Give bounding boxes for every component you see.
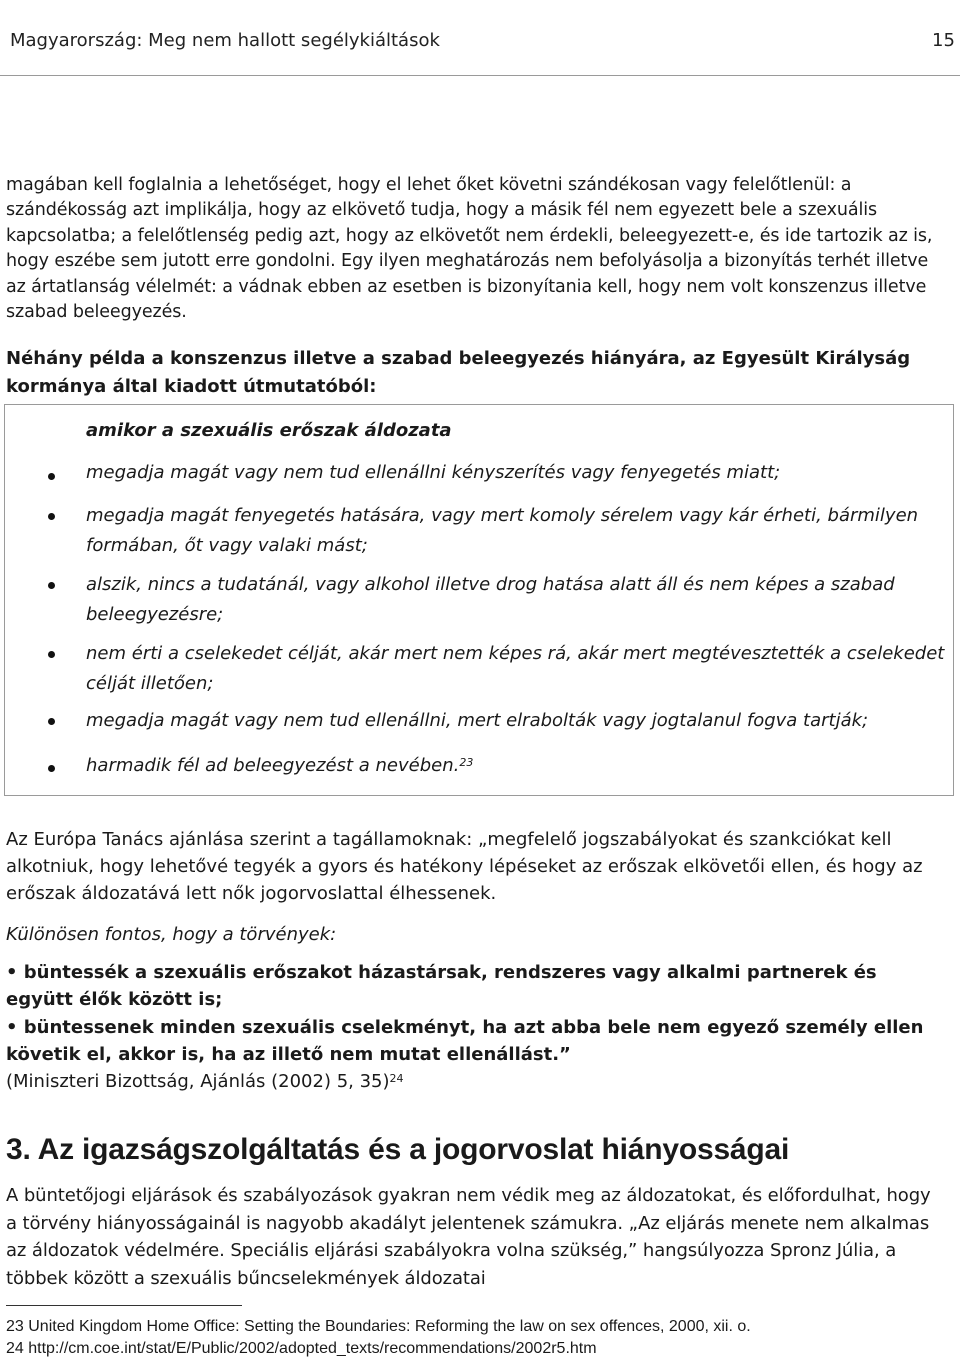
list-item: megadja magát fenyegetés hatására, vagy mert komoly sérelem vagy kár érheti, bármilyen formában, őt vagy valaki mást; [86, 505, 919, 556]
bullet-icon [48, 765, 55, 772]
council-bullet: • büntessék a szexuális erőszakot házastársak, rendszeres vagy alkalmi partnerek és együtt élők között is; [6, 962, 877, 1010]
bullet-icon [48, 582, 55, 589]
list-item: megadja magát vagy nem tud ellenállni, mert elrabolták vagy jogtalanul fogva tartják; [86, 710, 869, 731]
list-item [86, 751, 946, 781]
council-source [6, 1068, 946, 1095]
footnote: 23 United Kingdom Home Office: Setting the Boundaries: Reforming the law on sex offences, 2000, xii. o. [6, 1318, 751, 1335]
list-item-text: harmadik fél ad beleegyezést a nevében. [86, 755, 460, 776]
section-heading: 3. Az igazságszolgáltatás és a jogorvoslat hiányosságai [6, 1133, 790, 1166]
list-item: megadja magát vagy nem tud ellenállni kényszerítés vagy fenyegetés miatt; [86, 462, 781, 483]
page-number: 15 [932, 30, 955, 51]
header-divider [0, 75, 960, 76]
footnote: 24 http://cm.coe.int/stat/E/Public/2002/adopted_texts/recommendations/2002r5.htm [6, 1340, 597, 1357]
important-label: Különösen fontos, hogy a törvények: [6, 924, 337, 945]
running-header [10, 30, 960, 51]
examples-heading: Néhány példa a konszenzus illetve a szabad beleegyezés hiányára, az Egyesült Királyság kormánya által kiadott útmutatóból: [6, 348, 911, 397]
bullet-icon [48, 651, 55, 658]
bullet-icon [48, 473, 55, 480]
footnote-divider [6, 1305, 242, 1306]
council-bullet: • büntessenek minden szexuális cselekményt, ha azt abba bele nem egyező személy ellen követik el, akkor is, ha az illető nem mutat ellenállást.” [6, 1017, 924, 1065]
council-paragraph: Az Európa Tanács ajánlása szerint a tagállamoknak: „megfelelő jogszabályokat és szankciókat kell alkotniuk, hogy lehetővé tegyék a gyors és hatékony lépéseket az erőszak elkövetői ellen, és hogy az erőszak áldozatává lett nők jogorvoslattal élhessenek. [6, 829, 923, 904]
footnote-ref: 24 [389, 1072, 404, 1085]
box-intro: amikor a szexuális erőszak áldozata [86, 420, 452, 441]
footnote-ref: 23 [459, 756, 474, 769]
list-item: alszik, nincs a tudatánál, vagy alkohol illetve drog hatása alatt áll és nem képes a szabad beleegyezésre; [86, 574, 895, 625]
bullet-icon [48, 513, 55, 520]
bullet-icon [48, 718, 55, 725]
section-paragraph: A büntetőjogi eljárások és szabályozások gyakran nem védik meg az áldozatokat, és előfordulhat, hogy a törvény hiányosságainál is nagyobb akadályt jelentenek számukra. „Az eljárás menete nem alkalmas az áldozatok védelmére. Speciális eljárási szabályokra volna szükség,” hangsúlyozza Spronz Júlia, a többek között a szexuális bűncselekmények áldozatai [6, 1185, 931, 1289]
list-item: nem érti a cselekedet célját, akár mert nem képes rá, akár mert megtévesztették a cselekedet célját illetően; [86, 643, 945, 694]
intro-paragraph: magában kell foglalnia a lehetőséget, hogy el lehet őket követni szándékosan vagy felelőtlenül: a szándékosság azt implikálja, hogy az elkövető tudja, hogy a másik fél nem egyezett bele a szexuális kapcsolatba; a felelőtlenség pedig azt, hogy az elkövetőt nem érdekli, beleegyezett-e, és ide tartozik az is, hogy eszébe sem jutott erre gondolni. Egy ilyen meghatározás nem befolyásolja a bizonyítás terhét illetve az ártatlanság vélelmét: a vádnak ebben az esetben is bizonyítania kell, hogy nem volt konszenzus illetve szabad beleegyezés. [6, 175, 933, 323]
header-title: Magyarország: Meg nem hallott segélykiáltások [10, 30, 440, 51]
source-text: (Miniszteri Bizottság, Ajánlás (2002) 5, 35) [6, 1071, 390, 1092]
